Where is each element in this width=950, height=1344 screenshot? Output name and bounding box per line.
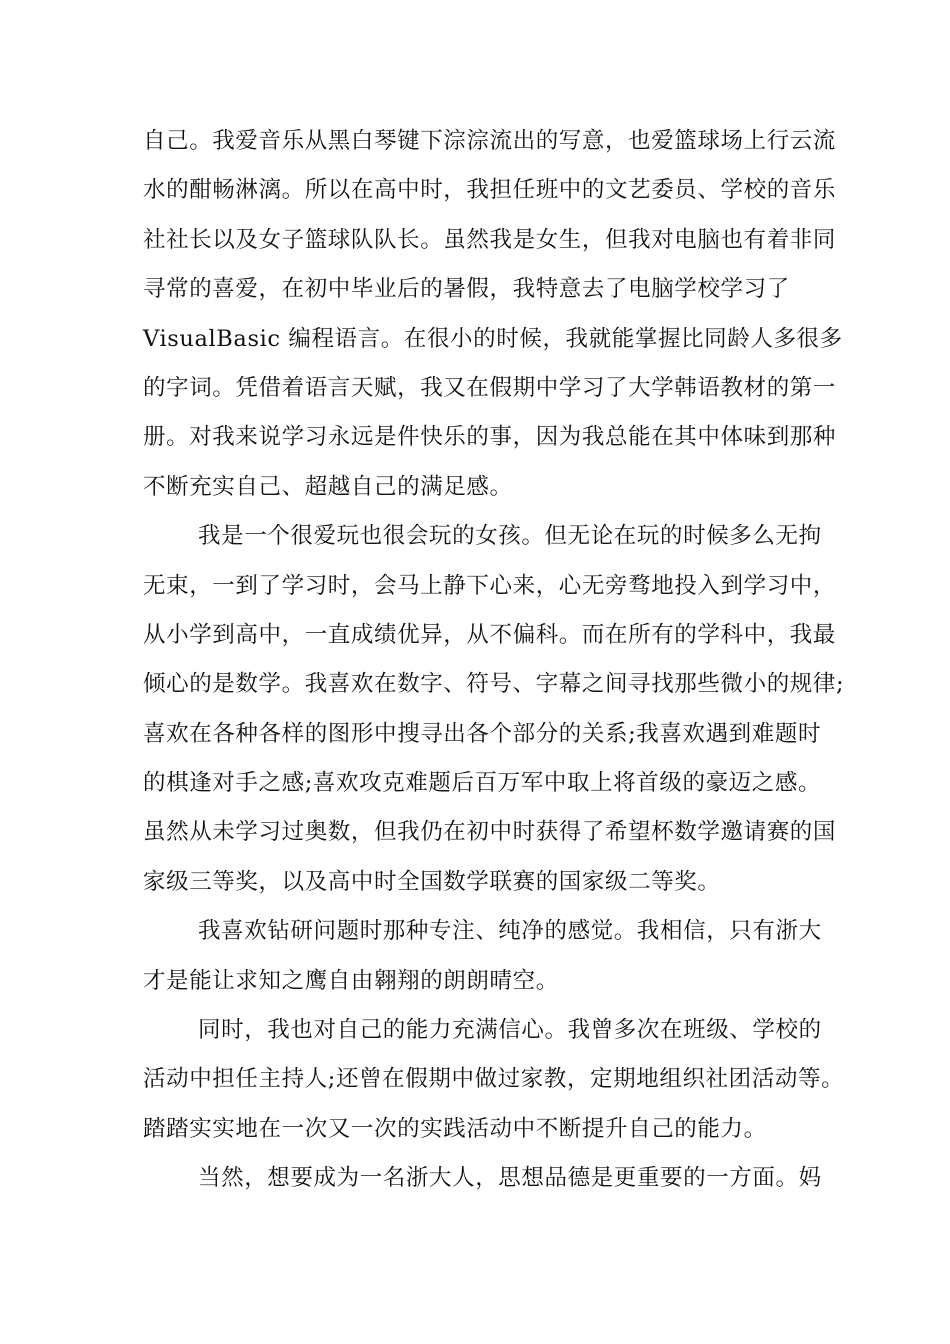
text-line: 同时，我也对自己的能力充满信心。我曾多次在班级、学校的 bbox=[198, 1017, 822, 1044]
text-line: 活动中担任主持人;还曾在假期中做过家教，定期地组织社团活动等。 bbox=[143, 1066, 845, 1093]
document-body bbox=[143, 117, 845, 1204]
text-line: 当然，想要成为一名浙大人，思想品德是更重要的一方面。妈 bbox=[198, 1165, 822, 1192]
text-line: 我是一个很爱玩也很会玩的女孩。但无论在玩的时候多么无拘 bbox=[198, 523, 822, 550]
text-line: 社社长以及女子篮球队队长。虽然我是女生，但我对电脑也有着非同 bbox=[143, 226, 837, 253]
text-line: 不断充实自己、超越自己的满足感。 bbox=[143, 473, 513, 500]
text-line: 虽然从未学习过奥数，但我仍在初中时获得了希望杯数学邀请赛的国 bbox=[143, 819, 837, 846]
text-line: 倾心的是数学。我喜欢在数字、符号、字幕之间寻找那些微小的规律; bbox=[143, 671, 845, 698]
text-line: 踏踏实实地在一次又一次的实践活动中不断提升自己的能力。 bbox=[143, 1115, 767, 1142]
text-line: VisualBasic 编程语言。在很小的时候，我就能掌握比同龄人多很多 bbox=[143, 325, 843, 352]
text-line: 水的酣畅淋漓。所以在高中时，我担任班中的文艺委员、学校的音乐 bbox=[143, 177, 837, 204]
text-line: 的字词。凭借着语言天赋，我又在假期中学习了大学韩语教材的第一 bbox=[143, 374, 837, 401]
text-line: 自己。我爱音乐从黑白琴键下淙淙流出的写意，也爱篮球场上行云流 bbox=[143, 128, 837, 154]
text-line: 喜欢在各种各样的图形中搜寻出各个部分的关系;我喜欢遇到难题时 bbox=[143, 720, 822, 747]
text-line: 我喜欢钻研问题时那种专注、纯净的感觉。我相信，只有浙大 bbox=[198, 918, 822, 945]
text-line: 寻常的喜爱，在初中毕业后的暑假，我特意去了电脑学校学习了 bbox=[143, 276, 790, 303]
text-line: 从小学到高中，一直成绩优异，从不偏科。而在所有的学科中，我最 bbox=[143, 621, 837, 648]
text-line: 家级三等奖，以及高中时全国数学联赛的国家级二等奖。 bbox=[143, 868, 721, 895]
text-line: 的棋逢对手之感;喜欢攻克难题后百万军中取上将首级的豪迈之感。 bbox=[143, 770, 822, 797]
text-line: 册。对我来说学习永远是件快乐的事，因为我总能在其中体味到那种 bbox=[143, 424, 837, 451]
text-line: 无束，一到了学习时，会马上静下心来，心无旁骛地投入到学习中， bbox=[143, 572, 837, 599]
text-line: 才是能让求知之鹰自由翱翔的朗朗晴空。 bbox=[143, 967, 559, 994]
